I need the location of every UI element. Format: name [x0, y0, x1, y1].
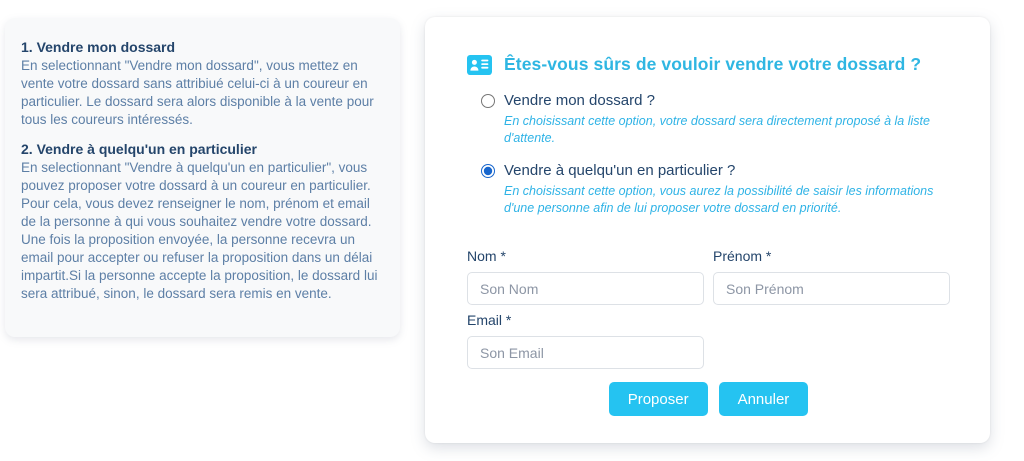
info-heading-1: 1. Vendre mon dossard — [21, 39, 176, 55]
option-row[interactable] — [481, 162, 950, 179]
prenom-field-group — [713, 248, 950, 305]
proposer-button[interactable]: Proposer — [609, 382, 708, 416]
info-text-2: En selectionnant "Vendre à quelqu'un en particulier", vous pouvez proposer votre dossard à un coureur en particulier. Pour cela, vous devez renseigner le nom, prénom et email de la personne à qui vous souhaitez vendre votre dossard. Une fois la proposition envoyée, la personne recevra un email pour accepter ou refuser la proposition dans un délai impartit.Si la personne accepte la proposition, le dossard lui sera attribué, sinon, le dossard sera remis en vente. — [21, 160, 378, 301]
radio-label-sell-to-someone[interactable]: Vendre à quelqu'un en particulier ? — [504, 162, 736, 179]
prenom-input[interactable] — [713, 272, 950, 305]
nom-label: Nom * — [467, 248, 506, 264]
info-section-sell-bib — [21, 39, 384, 129]
option-sell-to-someone — [481, 162, 950, 217]
email-label: Email * — [467, 312, 512, 328]
email-field-group — [467, 312, 704, 369]
radio-sell-to-someone[interactable] — [481, 164, 495, 178]
prenom-label: Prénom * — [713, 248, 772, 264]
nom-field-group — [467, 248, 704, 305]
annuler-button[interactable]: Annuler — [719, 382, 809, 416]
info-text-1: En selectionnant "Vendre mon dossard", vous mettez en vente votre dossard sans attribiué celui-ci à un coureur en particulier. Le dossard sera alors disponible à la vente pour tous les coureurs intéressés. — [21, 58, 374, 127]
radio-label-sell-my-bib[interactable]: Vendre mon dossard ? — [504, 92, 655, 109]
email-input[interactable] — [467, 336, 704, 369]
option-row[interactable] — [481, 92, 950, 109]
info-panel — [5, 18, 400, 337]
nom-input[interactable] — [467, 272, 704, 305]
sell-bib-form-card — [425, 17, 990, 443]
info-heading-2: 2. Vendre à quelqu'un en particulier — [21, 141, 257, 157]
radio-sell-my-bib[interactable] — [481, 94, 495, 108]
card-header — [467, 54, 950, 75]
option-description-sell-to-someone: En choisissant cette option, vous aurez la possibilité de saisir les informations d'une personne afin de lui proposer votre dossard en priorité. — [504, 184, 934, 215]
option-description-sell-my-bib: En choisissant cette option, votre dossard sera directement proposé à la liste d'attente. — [504, 114, 930, 145]
form-actions — [467, 382, 950, 416]
id-card-icon — [467, 55, 492, 75]
info-section-sell-to-someone — [21, 141, 384, 303]
name-fields-row — [467, 248, 950, 305]
form-title: Êtes-vous sûrs de vouloir vendre votre dossard ? — [504, 54, 922, 74]
option-sell-my-bib — [481, 92, 950, 147]
